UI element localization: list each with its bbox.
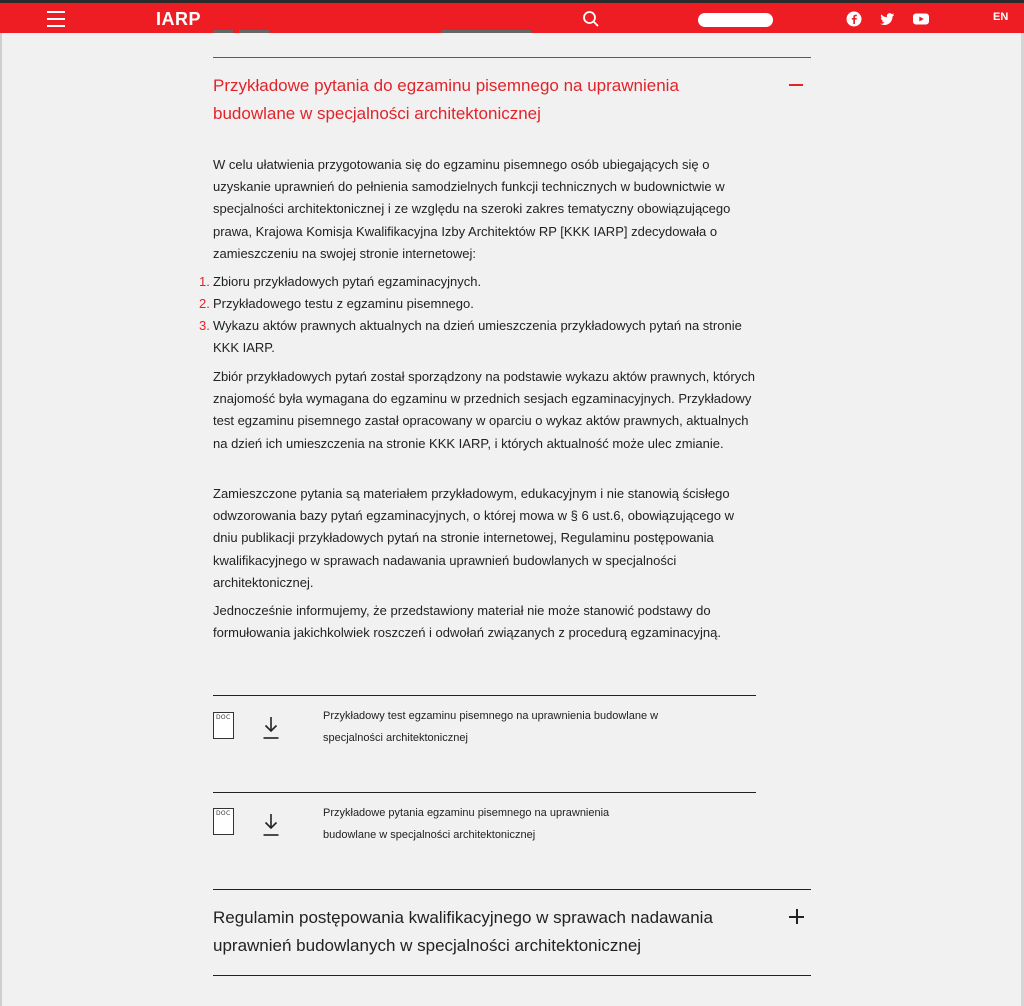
page-edge-left xyxy=(0,33,2,1006)
accordion-title-example-questions[interactable]: Przykładowe pytania do egzaminu pisemnego na uprawnienia budowlane w specjalności architektonicznej xyxy=(213,76,679,123)
doc-file-icon: DOC xyxy=(213,712,234,739)
doc-file-icon: DOC xyxy=(213,808,234,835)
search-input[interactable] xyxy=(698,13,773,27)
collapse-icon[interactable] xyxy=(789,84,803,86)
expand-icon[interactable] xyxy=(789,909,804,924)
accordion-title-regulations[interactable]: Regulamin postępowania kwalifikacyjnego w sprawach nadawania uprawnień budowlanych w specjalności architektonicznej xyxy=(213,908,713,955)
download-link-example-questions[interactable]: Przykładowe pytania egzaminu pisemnego na uprawnienia budowlane w specjalności architektonicznej xyxy=(323,807,610,841)
section-divider xyxy=(213,975,811,976)
paragraph-notice: Jednocześnie informujemy, że przedstawiony materiał nie może stanowić podstawy do formułowania jakichkolwiek roszczeń i odwołań związanych z procedurą egzaminacyjną. xyxy=(213,603,721,641)
paragraph-question-set: Zbiór przykładowych pytań został sporządzony na podstawie wykazu aktów prawnych, których znajomość była wymagana do egzaminu w przednich sesjach egzaminacyjnych. Przykładowy test egzaminu pisemnego zastał opracowany w oparciu o wykaz aktów prawnych, aktualnych na dzień ich umieszczenia na stronie KKK IARP, i których aktualność może ulec zmianie. xyxy=(213,369,755,451)
search-icon[interactable] xyxy=(582,10,600,28)
paragraph-disclaimer: Zamieszczone pytania są materiałem przykładowym, edukacyjnym i nie stanowią ścisłego odwzorowania bazy pytań egzaminacyjnych, o której mowa w § 6 ust.6, obowiązującego w dniu publikacji przykładowych pytań na stronie internetowej, Regulaminu postępowania kwalifikacyjnego w sprawach nadawania uprawnień budowlanych w specjalności architektonicznej. xyxy=(213,486,734,590)
list-item: 1. Zbioru przykładowych pytań egzaminacyjnych. xyxy=(199,274,482,289)
resource-list xyxy=(199,271,758,359)
section-divider xyxy=(213,889,811,890)
section-divider-active xyxy=(213,57,811,58)
site-logo[interactable]: IARP xyxy=(156,9,202,29)
facebook-icon[interactable] xyxy=(845,11,863,27)
list-item: 3. Wykazu aktów prawnych aktualnych na dzień umieszczenia przykładowych pytań na stronie KKK IARP. xyxy=(199,318,742,355)
list-item: 2. Przykładowego testu z egzaminu pisemnego. xyxy=(199,296,474,311)
download-icon[interactable] xyxy=(262,813,280,837)
download-icon[interactable] xyxy=(262,716,280,740)
top-navigation-bar xyxy=(0,0,1024,33)
download-link-example-test[interactable]: Przykładowy test egzaminu pisemnego na uprawnienia budowlane w specjalności architektonicznej xyxy=(323,710,659,744)
intro-paragraph: W celu ułatwienia przygotowania się do egzaminu pisemnego osób ubiegających się o uzyskanie uprawnień do pełnienia samodzielnych funkcji technicznych w budownictwie w specjalności architektonicznej i ze względu na szeroki zakres tematyczny obowiązującego prawa, Krajowa Komisja Kwalifikacyjna Izby Architektów RP [KKK IARP] zdecydowała o zamieszczeniu na swojej stronie internetowej: xyxy=(213,157,731,261)
previous-section-text-fragment xyxy=(213,30,773,36)
twitter-icon[interactable] xyxy=(878,11,896,27)
youtube-icon[interactable] xyxy=(912,11,930,27)
menu-icon[interactable] xyxy=(47,11,65,27)
language-switch[interactable]: EN xyxy=(993,11,1009,23)
file-divider xyxy=(213,695,756,696)
file-divider xyxy=(213,792,756,793)
